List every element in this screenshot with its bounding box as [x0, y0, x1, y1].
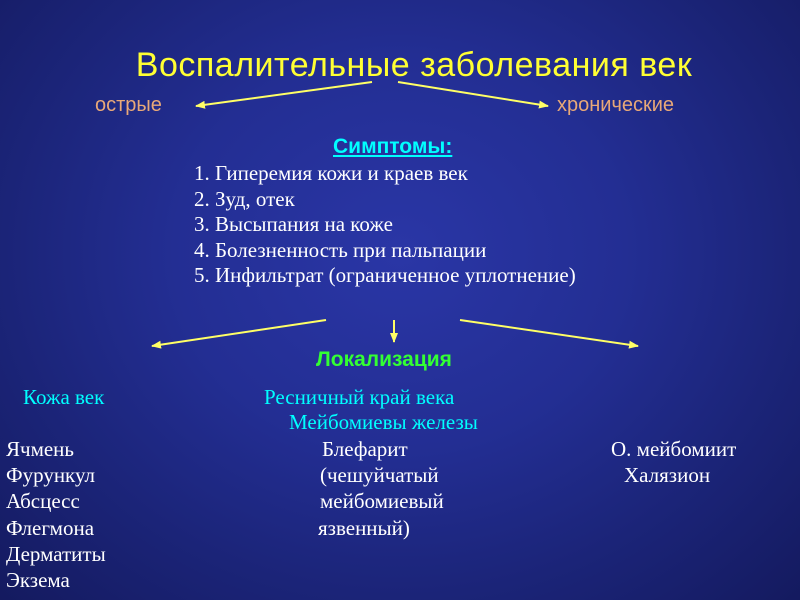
list-item: язвенный): [318, 515, 410, 540]
symptom-item: 4. Болезненность при пальпации: [194, 237, 487, 262]
list-item: мейбомиевый: [320, 489, 444, 514]
list-item: Экзема: [6, 568, 70, 593]
list-item: Дерматиты: [6, 541, 106, 566]
localization-lid-margin-label: Ресничный край века: [264, 385, 455, 409]
margin-diseases-list: [320, 436, 444, 541]
list-item: (чешуйчатый: [320, 463, 439, 488]
list-item: Блефарит: [322, 437, 408, 461]
branch-chronic: хронические: [557, 94, 675, 116]
symptom-item: 3. Высыпания на коже: [194, 212, 393, 236]
arrow-to-chronic: [398, 82, 548, 106]
list-item: Ячмень: [6, 437, 74, 461]
slide-title: Воспалительные заболевания век: [135, 46, 693, 84]
skin-diseases-list: [6, 436, 106, 593]
symptoms-heading: Симптомы:: [333, 135, 453, 158]
branch-acute: острые: [95, 94, 162, 116]
symptom-item: 1. Гиперемия кожи и краев век: [194, 161, 468, 185]
localization-meibomian-label: Мейбомиевы железы: [289, 410, 478, 434]
list-item: Флегмона: [6, 515, 95, 540]
symptom-item: 5. Инфильтрат (ограниченное уплотнение): [194, 263, 576, 287]
gland-disease-chalazion: Халязион: [624, 463, 711, 487]
localization-skin-label: Кожа век: [23, 385, 105, 409]
arrow-to-glands: [460, 320, 638, 346]
localization-heading: Локализация: [316, 348, 452, 371]
list-item: Абсцесс: [6, 489, 80, 514]
symptom-item: 2. Зуд, отек: [194, 186, 295, 211]
arrow-to-acute: [196, 82, 372, 106]
symptoms-list: [194, 161, 576, 289]
gland-disease-meibomitis: О. мейбомиит: [611, 437, 737, 461]
arrow-to-skin: [152, 320, 326, 346]
list-item: Фурункул: [6, 463, 96, 488]
